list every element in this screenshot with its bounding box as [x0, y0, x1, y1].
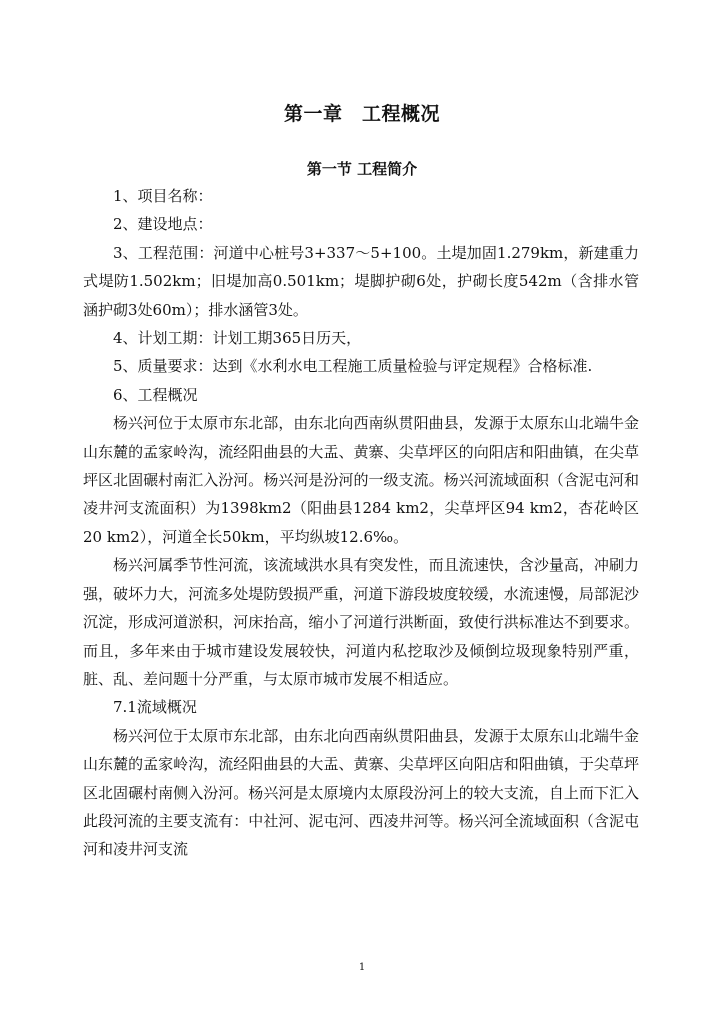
page-number: 1 [358, 962, 366, 973]
paragraph: 2、建设地点： [113, 215, 213, 234]
paragraph: 6、工程概况 [113, 385, 198, 404]
paragraph: 7.1流域概况 [113, 698, 197, 717]
paragraph: 1、项目名称： [113, 187, 213, 205]
paragraph: 3、工程范围：河道中心桩号3+337～5+100。土堤加固1.279km，新建重力式堤防1.502km；旧堤加高0.501km；堤脚护砌6处，护砌长度542m（含排水管涵护砌3处60m）；排水涵管3处。 [83, 243, 639, 319]
section-title: 第一节 工程简介 [306, 160, 418, 178]
paragraph: 杨兴河属季节性河流，该流域洪水具有突发性，而且流速快，含沙量高，冲刷力强，破坏力大，河流多处堤防毁损严重，河道下游段坡度较缓，水流速慢，局部泥沙沉淀，形成河道淤积，河床抬高，缩小了河道行洪断面，致使行洪标准达不到要求。而且，多年来由于城市建设发展较快，河道内私挖取沙及倾倒垃圾现象特别严重，脏、乱、差问题十分严重，与太原市城市发展不相适应。 [83, 556, 639, 688]
paragraph: 杨兴河位于太原市东北部，由东北向西南纵贯阳曲县，发源于太原东山北端牛金山东麓的孟家岭沟，流经阳曲县的大盂、黄寨、尖草坪区的向阳店和阳曲镇，在尖草坪区北固碾村南汇入汾河。杨兴河是汾河的一级支流。杨兴河流域面积（含泥屯河和凌井河支流面积）为1398km2（阳曲县1284 km2，尖草坪区94 km2，杏花岭区20 km2），河道全长50km，平均纵坡12.6‰。 [83, 414, 639, 546]
chapter-title: 第一章 工程概况 [283, 103, 440, 125]
paragraph: 4、计划工期：计划工期365日历天， [113, 329, 362, 348]
body-text [83, 182, 639, 864]
paragraph: 5、质量要求：达到《水利水电工程施工质量检验与评定规程》合格标准. [113, 357, 593, 376]
paragraph: 杨兴河位于太原市东北部，由东北向西南纵贯阳曲县，发源于太原东山北端牛金山东麓的孟家岭沟，流经阳曲县的大盂、黄寨、尖草坪区向阳店和阳曲镇，于尖草坪区北固碾村南侧入汾河。杨兴河是太原境内太原段汾河上的较大支流，自上而下汇入此段河流的主要支流有：中社河、泥屯河、西凌井河等。杨兴河全流域面积（含泥屯河和凌井河支流 [83, 726, 639, 859]
